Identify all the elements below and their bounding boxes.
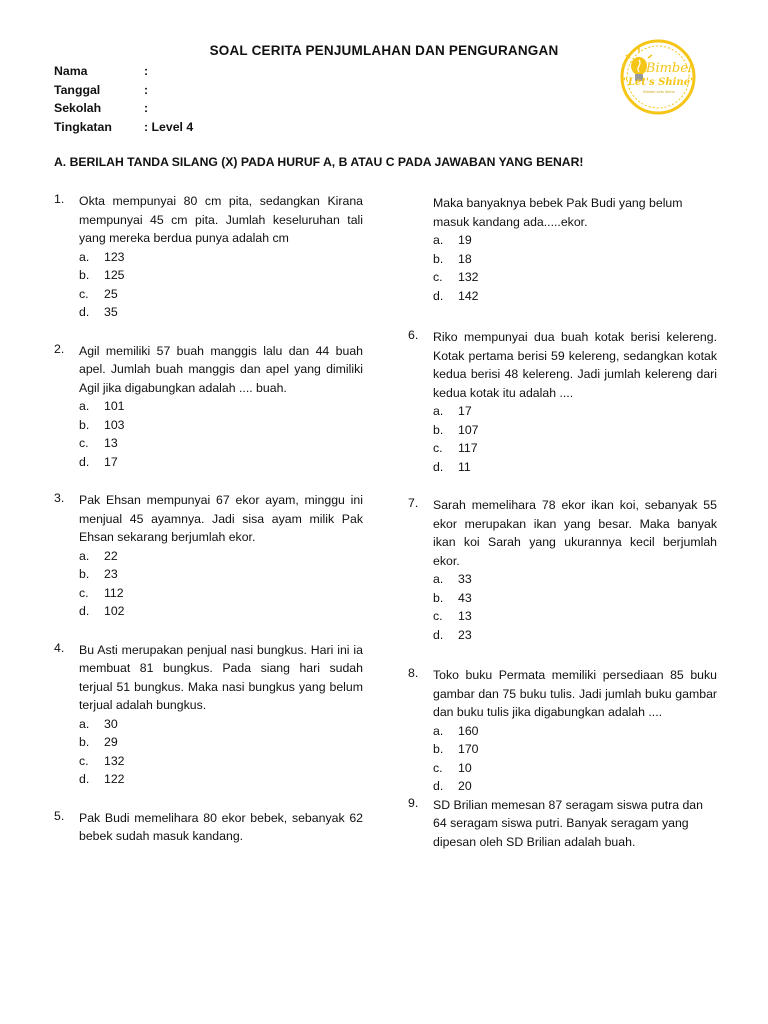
options-list: [79, 547, 363, 621]
option-d[interactable]: [433, 777, 717, 796]
option-c[interactable]: [79, 584, 363, 603]
option-a[interactable]: [433, 570, 717, 589]
info-row-school: [54, 101, 264, 120]
question-number: 2.: [54, 341, 65, 356]
option-b[interactable]: [79, 733, 363, 752]
option-b[interactable]: [433, 589, 717, 608]
option-value: 20: [458, 779, 472, 793]
option-letter: a.: [433, 572, 444, 586]
option-letter: b.: [433, 422, 444, 437]
options-list: [433, 231, 717, 305]
option-c[interactable]: [433, 268, 717, 287]
option-letter: b.: [79, 268, 90, 282]
info-value: :: [144, 64, 149, 78]
info-row-date: [54, 83, 264, 102]
option-letter: d.: [79, 604, 90, 618]
option-d[interactable]: [433, 626, 717, 645]
option-letter: a.: [79, 548, 90, 563]
question-6: [408, 328, 717, 476]
option-value: 23: [104, 567, 118, 581]
question-5: [54, 809, 363, 846]
option-value: 30: [104, 716, 118, 731]
info-value: :: [144, 82, 149, 97]
option-value: 35: [104, 305, 118, 319]
option-letter: a.: [79, 249, 90, 264]
option-letter: b.: [79, 417, 90, 432]
question-number: 4.: [54, 640, 65, 655]
option-value: 103: [104, 417, 125, 432]
option-letter: b.: [433, 742, 444, 756]
option-c[interactable]: [79, 434, 363, 453]
option-letter: a.: [79, 716, 90, 731]
info-label: Nama: [54, 64, 88, 78]
option-letter: c.: [433, 609, 443, 623]
info-label: Sekolah: [54, 101, 102, 116]
option-d[interactable]: [433, 287, 717, 306]
option-letter: d.: [79, 305, 90, 319]
options-list: [79, 397, 363, 471]
lightbulb-icon: [619, 38, 697, 116]
option-letter: a.: [79, 399, 90, 413]
question-text: Sarah memelihara 78 ekor ikan koi, sebanyak 55 ekor merupakan ikan yang besar. Maka banyak ikan koi Sarah yang ukurannya kecil berjumlah ekor.: [433, 498, 717, 568]
option-value: 43: [458, 590, 472, 605]
question-text-continued: Maka banyaknya bebek Pak Budi yang belum masuk kandang ada.....ekor.: [433, 196, 683, 229]
question-text: Riko mempunyai dua buah kotak berisi kelereng. Kotak pertama berisi 59 kelereng, sedangkan kotak kedua berisi 48 kelereng. Jadi jumlah kelereng dari kedua kotak itu adalah ....: [433, 330, 717, 400]
question-8: [408, 666, 717, 796]
option-d[interactable]: [79, 770, 363, 789]
options-list: [79, 715, 363, 789]
option-letter: a.: [433, 723, 444, 738]
option-a[interactable]: [79, 248, 363, 267]
option-letter: c.: [433, 270, 443, 284]
option-value: 13: [104, 436, 118, 450]
option-letter: b.: [79, 567, 90, 581]
option-a[interactable]: [433, 231, 717, 250]
options-list: [433, 722, 717, 796]
question-text: Okta mempunyai 80 cm pita, sedangkan Kirana mempunyai 45 cm pita. Jumlah keseluruhan tali yang mereka berdua punya adalah cm: [79, 194, 363, 245]
question-number: 6.: [408, 328, 419, 342]
option-a[interactable]: [79, 397, 363, 416]
page-title: SOAL CERITA PENJUMLAHAN DAN PENGURANGAN: [209, 43, 559, 58]
question-text: Pak Ehsan mempunyai 67 ekor ayam, minggu ini menjual 45 ayamnya. Jadi sisa ayam milik Pak Ehsan sekarang berjumlah ekor.: [79, 493, 363, 544]
option-letter: d.: [433, 288, 444, 303]
options-list: [79, 248, 363, 322]
info-label: Tanggal: [54, 82, 101, 97]
question-2: [54, 342, 363, 472]
option-value: 22: [104, 548, 118, 563]
option-value: 122: [104, 772, 125, 786]
question-9: [408, 796, 717, 852]
question-text: Agil memiliki 57 buah manggis lalu dan 44 buah apel. Jumlah buah manggis dan apel yang dimiliki Agil jika digabungkan adalah .... buah.: [79, 343, 363, 395]
option-value: 132: [458, 270, 479, 284]
option-letter: d.: [79, 772, 90, 786]
info-row-name: [54, 64, 264, 83]
option-value: 17: [104, 454, 118, 469]
option-letter: b.: [433, 590, 444, 605]
option-d[interactable]: [79, 303, 363, 322]
question-3: [54, 491, 363, 621]
option-c[interactable]: [433, 759, 717, 778]
question-4: [54, 641, 363, 789]
option-letter: c.: [79, 286, 89, 301]
option-d[interactable]: [433, 458, 717, 477]
option-b[interactable]: [79, 266, 363, 285]
options-list: [433, 570, 717, 644]
option-a[interactable]: [79, 715, 363, 734]
option-value: 101: [104, 399, 125, 413]
bimbel-logo: [619, 38, 697, 116]
option-value: 123: [104, 249, 125, 264]
option-letter: c.: [433, 760, 443, 775]
option-letter: d.: [433, 627, 444, 642]
option-value: 107: [458, 422, 479, 437]
option-c[interactable]: [433, 607, 717, 626]
info-value: : Level 4: [144, 120, 194, 135]
question-1: [54, 192, 363, 322]
option-value: 13: [458, 609, 472, 623]
option-value: 112: [104, 585, 124, 600]
option-letter: d.: [433, 779, 444, 793]
question-text: Pak Budi memelihara 80 ekor bebek, sebanyak 62 bebek sudah masuk kandang.: [79, 810, 363, 843]
option-letter: c.: [79, 753, 89, 768]
question-text: Toko buku Permata memiliki persediaan 85 buku gambar dan 75 buku tulis. Jadi jumlah buku gambar dan buku tulis jika digabungkan adalah ....: [433, 668, 717, 719]
option-letter: d.: [433, 459, 444, 474]
option-a[interactable]: [433, 402, 717, 421]
option-c[interactable]: [433, 439, 717, 458]
option-letter: c.: [433, 441, 443, 455]
option-value: 125: [104, 268, 125, 282]
option-value: 160: [458, 723, 479, 738]
question-number: 7.: [408, 496, 419, 510]
question-number: 1.: [54, 192, 65, 206]
option-value: 142: [458, 288, 479, 303]
option-d[interactable]: [79, 453, 363, 472]
question-number: 3.: [54, 491, 65, 505]
option-value: 29: [104, 735, 118, 749]
option-d[interactable]: [79, 602, 363, 621]
info-row-level: [54, 120, 264, 139]
option-letter: d.: [79, 454, 90, 469]
option-b[interactable]: [79, 416, 363, 435]
question-text: SD Brilian memesan 87 seragam siswa putra dan 64 seragam siswa putri. Banyak seragam yang dipesan oleh SD Brilian adalah buah.: [433, 797, 703, 849]
option-letter: c.: [79, 436, 89, 450]
option-letter: a.: [433, 404, 444, 418]
column-right: [408, 194, 717, 851]
option-letter: b.: [433, 251, 444, 266]
option-a[interactable]: [79, 547, 363, 566]
option-value: 170: [458, 742, 479, 756]
option-b[interactable]: [79, 565, 363, 584]
student-info: [54, 64, 264, 139]
option-value: 19: [458, 233, 472, 247]
logo-text-1: Bimbel: [645, 61, 693, 76]
option-c[interactable]: [79, 752, 363, 771]
option-value: 117: [458, 441, 478, 455]
question-number: 9.: [408, 795, 419, 810]
option-letter: a.: [433, 233, 444, 247]
question-text: Bu Asti merupakan penjual nasi bungkus. Hari ini ia membuat 81 bungkus. Pada siang hari sudah terjual 51 bungkus. Maka nasi bungkus yang belum terjual adalah bungkus.: [79, 642, 363, 712]
option-value: 33: [458, 572, 472, 586]
column-left: [54, 192, 363, 846]
option-letter: b.: [79, 735, 90, 749]
option-value: 11: [458, 459, 471, 474]
logo-text-2: "Let's Shine": [622, 77, 696, 88]
question-number: 5.: [54, 808, 65, 823]
option-b[interactable]: [433, 250, 717, 269]
logo-text-3: Bimbel Lets Shine: [643, 90, 675, 94]
option-value: 18: [458, 251, 472, 266]
instruction: A. BERILAH TANDA SILANG (X) PADA HURUF A, B ATAU C PADA JAWABAN YANG BENAR!: [54, 155, 584, 169]
option-c[interactable]: [79, 285, 363, 304]
option-b[interactable]: [433, 421, 717, 440]
info-label: Tingkatan: [54, 120, 112, 135]
question-7: [408, 496, 717, 644]
option-value: 10: [458, 760, 472, 775]
question-number: 8.: [408, 666, 419, 680]
option-value: 132: [104, 753, 125, 768]
option-letter: c.: [79, 585, 89, 600]
info-value: :: [144, 101, 149, 116]
option-value: 102: [104, 604, 125, 618]
option-value: 23: [458, 627, 472, 642]
options-list: [433, 402, 717, 476]
question-5-continued: [408, 194, 717, 305]
option-value: 17: [458, 404, 472, 418]
option-a[interactable]: [433, 722, 717, 741]
option-b[interactable]: [433, 740, 717, 759]
option-value: 25: [104, 286, 118, 301]
